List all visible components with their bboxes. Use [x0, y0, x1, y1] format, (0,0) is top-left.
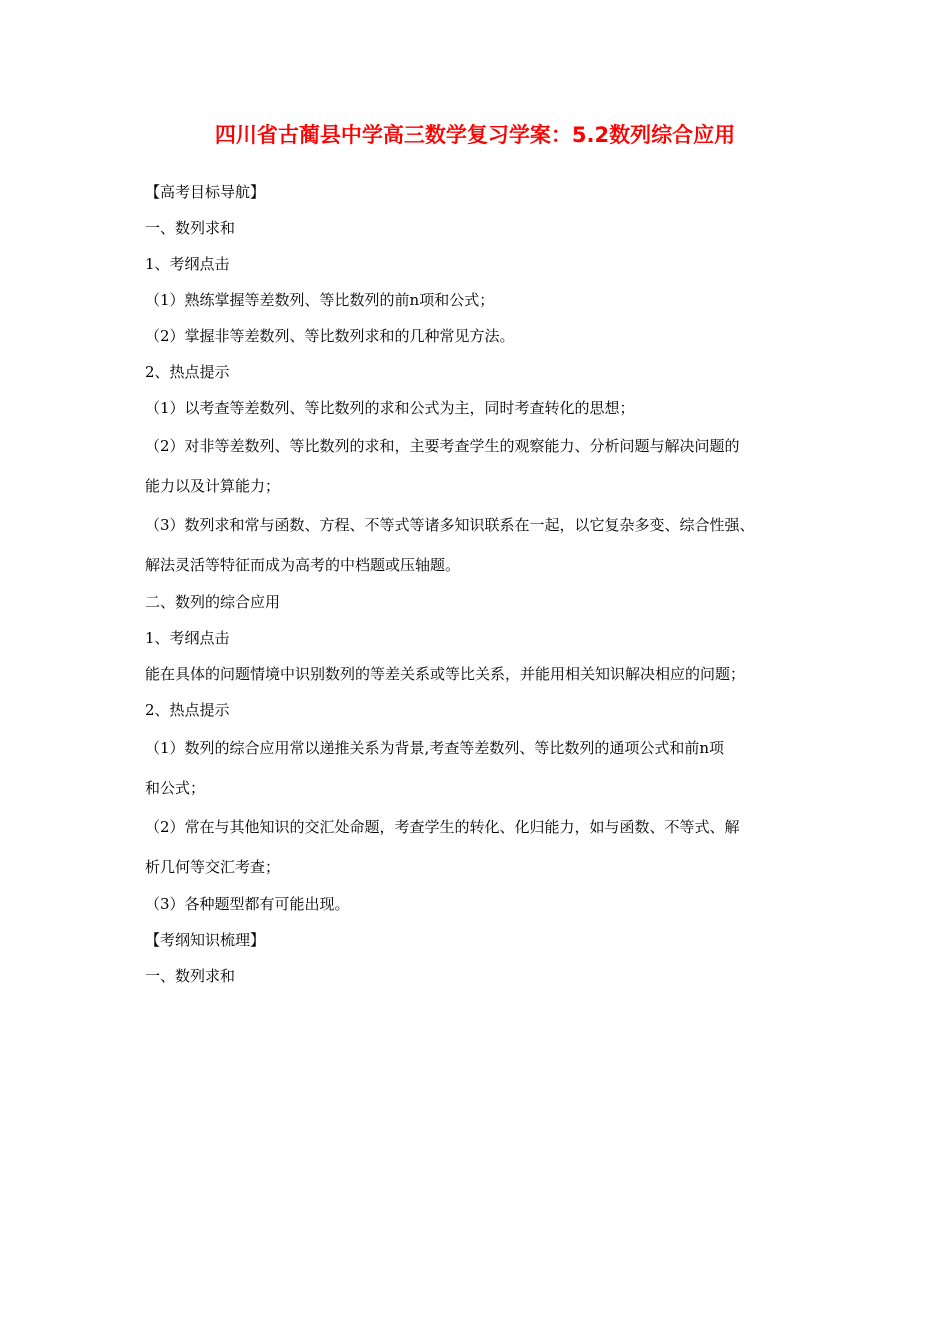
list-item: （1）数列的综合应用常以递推关系为背景,考查等差数列、等比数列的通项公式和前n项 [145, 739, 724, 757]
section-heading-objectives: 【高考目标导航】 [145, 183, 266, 201]
list-item: （2）常在与其他知识的交汇处命题，考查学生的转化、化归能力，如与函数、不等式、解 [145, 818, 740, 836]
list-item: （1）熟练掌握等差数列、等比数列的前n项和公式； [145, 291, 495, 309]
list-item: （3）数列求和常与函数、方程、不等式等诸多知识联系在一起，以它复杂多变、综合性强、 [145, 516, 755, 534]
subheading-hotspots: 2、热点提示 [145, 363, 230, 381]
section-heading-applications: 二、数列的综合应用 [145, 593, 281, 611]
document-title: 四川省古蔺县中学高三数学复习学案：5.2数列综合应用 [214, 123, 736, 147]
list-item: （3）各种题型都有可能出现。 [145, 895, 350, 913]
list-item: （1）以考查等差数列、等比数列的求和公式为主，同时考查转化的思想； [145, 399, 635, 417]
subheading-syllabus: 1、考纲点击 [145, 255, 230, 273]
list-item-continuation: 和公式； [145, 779, 206, 797]
section-heading-sequence-sum: 一、数列求和 [145, 967, 236, 985]
section-heading-sequence-sum: 一、数列求和 [145, 219, 236, 237]
list-item: （2）掌握非等差数列、等比数列求和的几种常见方法。 [145, 327, 515, 345]
list-item: （2）对非等差数列、等比数列的求和，主要考查学生的观察能力、分析问题与解决问题的 [145, 437, 740, 455]
paragraph: 能在具体的问题情境中识别数列的等差关系或等比关系，并能用相关知识解决相应的问题； [145, 665, 746, 683]
list-item-continuation: 能力以及计算能力； [145, 477, 281, 495]
list-item-continuation: 析几何等交汇考查； [145, 858, 281, 876]
subheading-syllabus: 1、考纲点击 [145, 629, 230, 647]
document-body [145, 174, 825, 994]
section-heading-knowledge: 【考纲知识梳理】 [145, 931, 266, 949]
subheading-hotspots: 2、热点提示 [145, 701, 230, 719]
list-item-continuation: 解法灵活等特征而成为高考的中档题或压轴题。 [145, 556, 461, 574]
